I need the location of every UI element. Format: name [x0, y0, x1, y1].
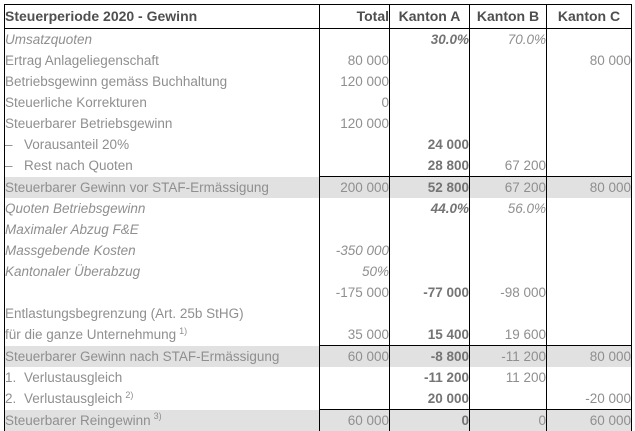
row-label-text: Maximaler Abzug F&E [5, 222, 139, 237]
row-marker: 1. [5, 370, 17, 385]
table-row [5, 324, 632, 346]
row-marker: – [5, 158, 13, 174]
row-marker: 2. [5, 391, 17, 407]
row-label-text: Massgebende Kosten [5, 243, 136, 258]
cell-total [320, 155, 390, 177]
cell-kanton-a: 52 800 [390, 177, 470, 199]
table-row [5, 92, 632, 113]
row-label-text: Steuerbarer Gewinn vor STAF-Ermässigung [5, 179, 269, 195]
cell-kanton-b [470, 388, 547, 410]
cell-total: -175 000 [320, 282, 390, 303]
cell-kanton-c [547, 303, 632, 324]
table-row [5, 261, 632, 282]
cell-kanton-c [547, 92, 632, 113]
table-row [5, 219, 632, 240]
footnote-marker: 2) [125, 389, 134, 400]
row-label [5, 367, 320, 388]
tax-calculation-table [4, 4, 632, 431]
cell-kanton-a [390, 219, 470, 240]
row-label-text: Betriebsgewinn gemäss Buchhaltung [5, 74, 228, 89]
cell-total [320, 303, 390, 324]
cell-kanton-b: 67 200 [470, 155, 547, 177]
cell-total [320, 367, 390, 388]
cell-kanton-c [547, 240, 632, 261]
table-row [5, 346, 632, 368]
cell-kanton-a: 20 000 [390, 388, 470, 410]
cell-kanton-a [390, 303, 470, 324]
table-row [5, 134, 632, 155]
row-label-text: Steuerbarer Reingewinn [5, 412, 151, 428]
table-row [5, 198, 632, 219]
cell-kanton-a [390, 240, 470, 261]
row-marker: – [5, 137, 13, 152]
row-label [5, 240, 320, 261]
row-label [5, 50, 320, 71]
cell-kanton-a: 30.0% [390, 29, 470, 51]
row-label [5, 388, 320, 410]
row-label [5, 219, 320, 240]
cell-kanton-b [470, 71, 547, 92]
table-header-row [5, 5, 632, 29]
cell-total [320, 388, 390, 410]
cell-kanton-b [470, 219, 547, 240]
cell-kanton-b [470, 240, 547, 261]
cell-kanton-b: 11 200 [470, 367, 547, 388]
cell-kanton-c [547, 29, 632, 51]
row-label [5, 71, 320, 92]
cell-kanton-c: -20 000 [547, 388, 632, 410]
table-row [5, 71, 632, 92]
row-label [5, 198, 320, 219]
row-label-text: Kantonaler Überabzug [5, 264, 141, 279]
row-label-text: Quoten Betriebsgewinn [5, 201, 146, 216]
table-row [5, 50, 632, 71]
footnote-marker: 1) [179, 325, 188, 336]
header-kanton-b: Kanton B [470, 5, 547, 29]
cell-kanton-a: -77 000 [390, 282, 470, 303]
cell-kanton-c [547, 219, 632, 240]
row-label-text: Umsatzquoten [5, 32, 93, 47]
cell-total: 120 000 [320, 113, 390, 134]
header-kanton-c: Kanton C [547, 5, 632, 29]
cell-kanton-a [390, 92, 470, 113]
cell-kanton-b [470, 50, 547, 71]
row-label [5, 410, 320, 431]
row-label-text: Vorausanteil 20% [24, 137, 130, 152]
cell-total: 60 000 [320, 346, 390, 368]
cell-kanton-c [547, 261, 632, 282]
row-label [5, 155, 320, 177]
row-label-text: Steuerbarer Betriebsgewinn [5, 116, 173, 131]
row-label [5, 324, 320, 346]
table-row [5, 388, 632, 410]
cell-total: 80 000 [320, 50, 390, 71]
table-row [5, 282, 632, 303]
row-label-text: Ertrag Anlageliegenschaft [5, 53, 159, 68]
cell-total [320, 134, 390, 155]
cell-kanton-b: 19 600 [470, 324, 547, 346]
table-row [5, 240, 632, 261]
cell-kanton-a [390, 71, 470, 92]
cell-kanton-c [547, 324, 632, 346]
table-row [5, 303, 632, 324]
cell-total [320, 198, 390, 219]
cell-kanton-c: 80 000 [547, 346, 632, 368]
cell-kanton-a [390, 50, 470, 71]
header-total: Total [320, 5, 390, 29]
cell-kanton-a: 24 000 [390, 134, 470, 155]
cell-kanton-a [390, 261, 470, 282]
cell-kanton-c [547, 134, 632, 155]
row-label [5, 29, 320, 51]
cell-kanton-b [470, 92, 547, 113]
row-label-text: Entlastungsbegrenzung (Art. 25b StHG) [5, 306, 244, 321]
table-row [5, 113, 632, 134]
cell-kanton-c: 80 000 [547, 50, 632, 71]
table-row [5, 29, 632, 51]
row-label [5, 113, 320, 134]
cell-kanton-b: 70.0% [470, 29, 547, 51]
cell-total [320, 219, 390, 240]
table-row [5, 155, 632, 177]
row-label-text: Steuerbarer Gewinn nach STAF-Ermässigung [5, 348, 280, 364]
cell-kanton-a: 0 [390, 410, 470, 431]
row-label [5, 303, 320, 324]
cell-kanton-b [470, 261, 547, 282]
cell-kanton-c [547, 71, 632, 92]
row-label-text: für die ganze Unternehmung [5, 327, 177, 343]
cell-kanton-a: 44.0% [390, 198, 470, 219]
cell-kanton-b [470, 134, 547, 155]
cell-kanton-b: -98 000 [470, 282, 547, 303]
cell-kanton-c [547, 155, 632, 177]
cell-total: 120 000 [320, 71, 390, 92]
row-label [5, 177, 320, 199]
cell-kanton-c [547, 282, 632, 303]
row-label [5, 134, 320, 155]
cell-total: 0 [320, 92, 390, 113]
header-kanton-a: Kanton A [390, 5, 470, 29]
row-label-text: Steuerliche Korrekturen [5, 95, 147, 110]
table-body [5, 29, 632, 431]
cell-kanton-a: -11 200 [390, 367, 470, 388]
cell-total: -350 000 [320, 240, 390, 261]
cell-total: 200 000 [320, 177, 390, 199]
cell-total: 60 000 [320, 410, 390, 431]
cell-total [320, 29, 390, 51]
cell-kanton-a: 28 800 [390, 155, 470, 177]
row-label [5, 282, 320, 303]
cell-kanton-b: -11 200 [470, 346, 547, 368]
cell-kanton-b [470, 303, 547, 324]
table-row [5, 410, 632, 431]
cell-total: 35 000 [320, 324, 390, 346]
row-label [5, 346, 320, 368]
row-label-text: Rest nach Quoten [24, 158, 133, 174]
cell-kanton-a: -8 800 [390, 346, 470, 368]
row-label [5, 92, 320, 113]
cell-kanton-a: 15 400 [390, 324, 470, 346]
cell-kanton-c [547, 113, 632, 134]
cell-kanton-c [547, 198, 632, 219]
footnote-marker: 3) [153, 411, 162, 422]
row-label [5, 261, 320, 282]
cell-kanton-c [547, 367, 632, 388]
header-title: Steuerperiode 2020 - Gewinn [5, 5, 320, 29]
table-row [5, 177, 632, 199]
cell-kanton-c: 60 000 [547, 410, 632, 431]
cell-kanton-b [470, 113, 547, 134]
cell-kanton-c: 80 000 [547, 177, 632, 199]
cell-kanton-b: 0 [470, 410, 547, 431]
cell-kanton-b: 56.0% [470, 198, 547, 219]
cell-total: 50% [320, 261, 390, 282]
table-row [5, 367, 632, 388]
cell-kanton-a [390, 113, 470, 134]
cell-kanton-b: 67 200 [470, 177, 547, 199]
row-label-text: Verlustausgleich [24, 370, 123, 385]
row-label-text: Verlustausgleich [24, 391, 123, 407]
